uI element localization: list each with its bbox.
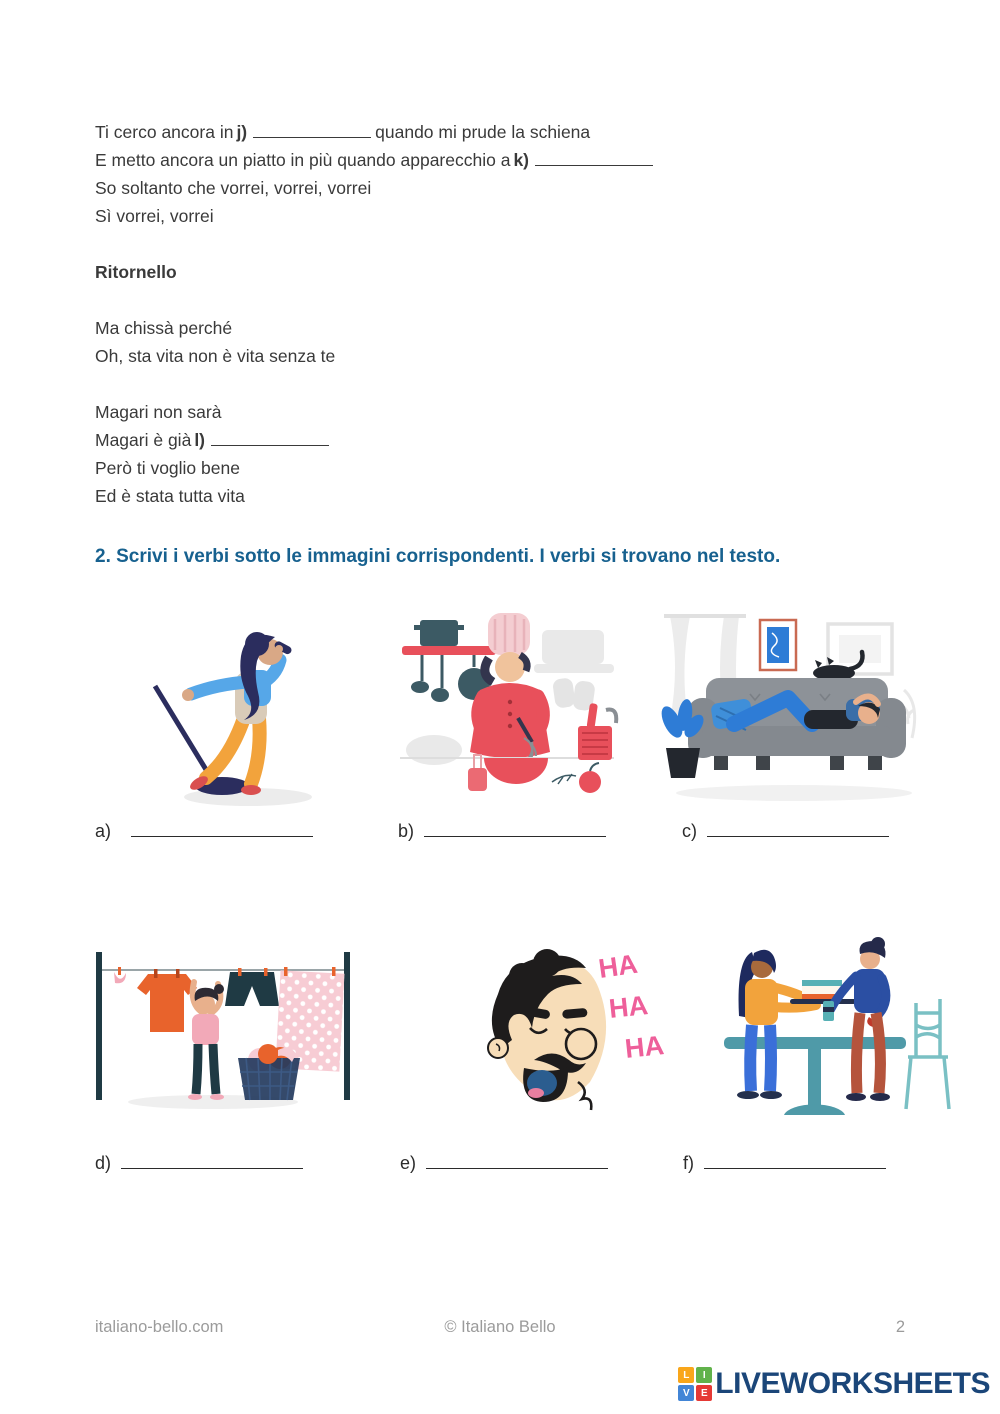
image-chef-cooking bbox=[392, 600, 622, 815]
blank-letter-k: k) bbox=[513, 150, 529, 170]
answer-label-e: e) bbox=[400, 1153, 417, 1173]
answer-label-b: b) bbox=[398, 821, 415, 841]
answer-field-a bbox=[95, 820, 313, 842]
answer-blank-f[interactable] bbox=[704, 1152, 886, 1169]
laundry-illustration bbox=[88, 930, 358, 1120]
answer-blank-e[interactable] bbox=[426, 1152, 608, 1169]
answer-blank-b[interactable] bbox=[424, 820, 606, 837]
fill-blank-j[interactable] bbox=[253, 123, 371, 138]
lyric-text: quando mi prude la schiena bbox=[375, 122, 591, 142]
fill-blank-k[interactable] bbox=[535, 151, 653, 166]
lyrics-block-2 bbox=[95, 314, 335, 370]
chef-illustration bbox=[392, 600, 622, 815]
image-woman-hanging-laundry bbox=[88, 930, 358, 1120]
footer-copyright: © Italiano Bello bbox=[444, 1318, 556, 1336]
page-footer bbox=[95, 1318, 905, 1337]
footer-page-number: 2 bbox=[895, 1318, 905, 1336]
lyrics-block-1 bbox=[95, 118, 657, 230]
image-man-laughing bbox=[450, 930, 665, 1130]
image-woman-singing bbox=[98, 600, 383, 815]
ritornello-heading: Ritornello bbox=[95, 262, 177, 282]
lyric-line: Ed è stata tutta vita bbox=[95, 486, 245, 506]
lyric-text: Magari è già bbox=[95, 430, 192, 450]
logo-square-v: V bbox=[678, 1385, 694, 1401]
answer-label-f: f) bbox=[683, 1153, 694, 1173]
answer-field-b bbox=[398, 820, 606, 842]
lyric-text: E metto ancora un piatto in più quando apparecchio a bbox=[95, 150, 511, 170]
fill-blank-l[interactable] bbox=[211, 431, 329, 446]
resting-illustration bbox=[642, 600, 932, 815]
ha-text-3: HA bbox=[623, 1030, 665, 1064]
exercise-heading: 2. Scrivi i verbi sotto le immagini corrispondenti. I verbi si trovano nel testo. bbox=[95, 546, 781, 567]
liveworksheets-logo-icon bbox=[678, 1367, 712, 1401]
lyric-line: Oh, sta vita non è vita senza te bbox=[95, 346, 336, 366]
footer-site-url: italiano-bello.com bbox=[95, 1318, 224, 1336]
lyric-line: Ma chissà perché bbox=[95, 318, 233, 338]
table-setting-illustration bbox=[672, 925, 957, 1130]
lyric-line: Però ti voglio bene bbox=[95, 458, 240, 478]
lyric-line-l bbox=[95, 426, 333, 454]
logo-square-l: L bbox=[678, 1367, 694, 1383]
answer-blank-d[interactable] bbox=[121, 1152, 303, 1169]
liveworksheets-logo bbox=[678, 1367, 990, 1401]
liveworksheets-wordmark: LIVEWORKSHEETS bbox=[715, 1367, 990, 1400]
logo-square-e: E bbox=[696, 1385, 712, 1401]
answer-label-c: c) bbox=[682, 821, 697, 841]
lyric-line: So soltanto che vorrei, vorrei, vorrei bbox=[95, 178, 372, 198]
answer-label-a: a) bbox=[95, 821, 112, 841]
lyric-line: Magari non sarà bbox=[95, 402, 222, 422]
image-person-resting-on-sofa bbox=[642, 600, 932, 815]
laughing-illustration bbox=[450, 930, 665, 1130]
lyric-line: Sì vorrei, vorrei bbox=[95, 206, 214, 226]
image-setting-table bbox=[672, 925, 957, 1130]
ha-text-1: HA bbox=[596, 948, 640, 984]
answer-blank-c[interactable] bbox=[707, 820, 889, 837]
lyrics-block-3 bbox=[95, 398, 333, 510]
answer-field-c bbox=[682, 820, 889, 842]
logo-square-i: I bbox=[696, 1367, 712, 1383]
lyric-line-j bbox=[95, 118, 657, 146]
answer-field-e bbox=[400, 1152, 608, 1174]
ha-text-2: HA bbox=[607, 990, 650, 1024]
blank-letter-l: l) bbox=[194, 430, 206, 450]
lyric-text: Ti cerco ancora in bbox=[95, 122, 234, 142]
answer-label-d: d) bbox=[95, 1153, 112, 1173]
answer-field-d bbox=[95, 1152, 303, 1174]
lyric-line-k bbox=[95, 146, 657, 174]
answer-field-f bbox=[683, 1152, 886, 1174]
blank-letter-j: j) bbox=[236, 122, 248, 142]
singer-illustration bbox=[98, 600, 383, 815]
answer-blank-a[interactable] bbox=[131, 820, 313, 837]
